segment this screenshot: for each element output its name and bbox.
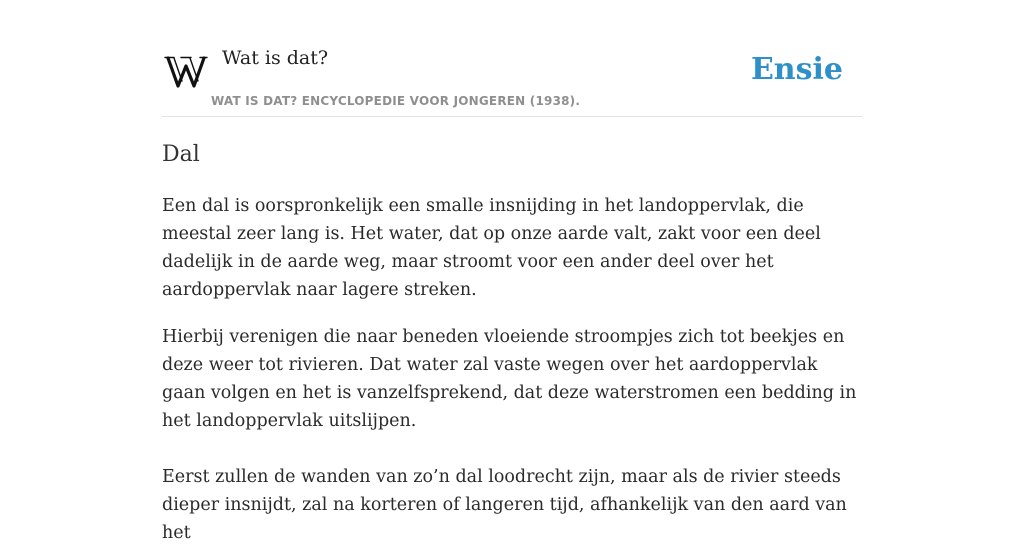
brand-logo[interactable]: Ensie [750, 52, 843, 87]
article-body [162, 192, 862, 547]
article-title: Dal [162, 142, 200, 167]
site-header [162, 0, 862, 117]
wikipedia-w-icon[interactable] [165, 54, 207, 90]
site-subtitle: WAT IS DAT? ENCYCLOPEDIE VOOR JONGEREN (1938). [211, 94, 581, 108]
article-paragraph: Hierbij verenigen die naar beneden vloeiende stroompjes zich tot beekjes en deze weer tot rivieren. Dat water zal vaste wegen over het aardoppervlak gaan volgen en het is vanzelfsprekend, dat deze waterstromen een bedding in het landoppervlak uitslijpen. [162, 327, 857, 431]
site-title[interactable]: Wat is dat? [222, 47, 329, 69]
article-paragraph: Eerst zullen de wanden van zo’n dal loodrecht zijn, maar als de rivier steeds dieper insnijdt, zal na korteren of langeren tijd, afhankelijk van den aard van het [162, 467, 847, 543]
article-paragraph: Een dal is oorspronkelijk een smalle insnijding in het landoppervlak, die meestal zeer lang is. Het water, dat op onze aarde valt, zakt voor een deel dadelijk in de aarde weg, maar stroomt voor een ander deel over het aardoppervlak naar lagere streken. [162, 196, 821, 300]
